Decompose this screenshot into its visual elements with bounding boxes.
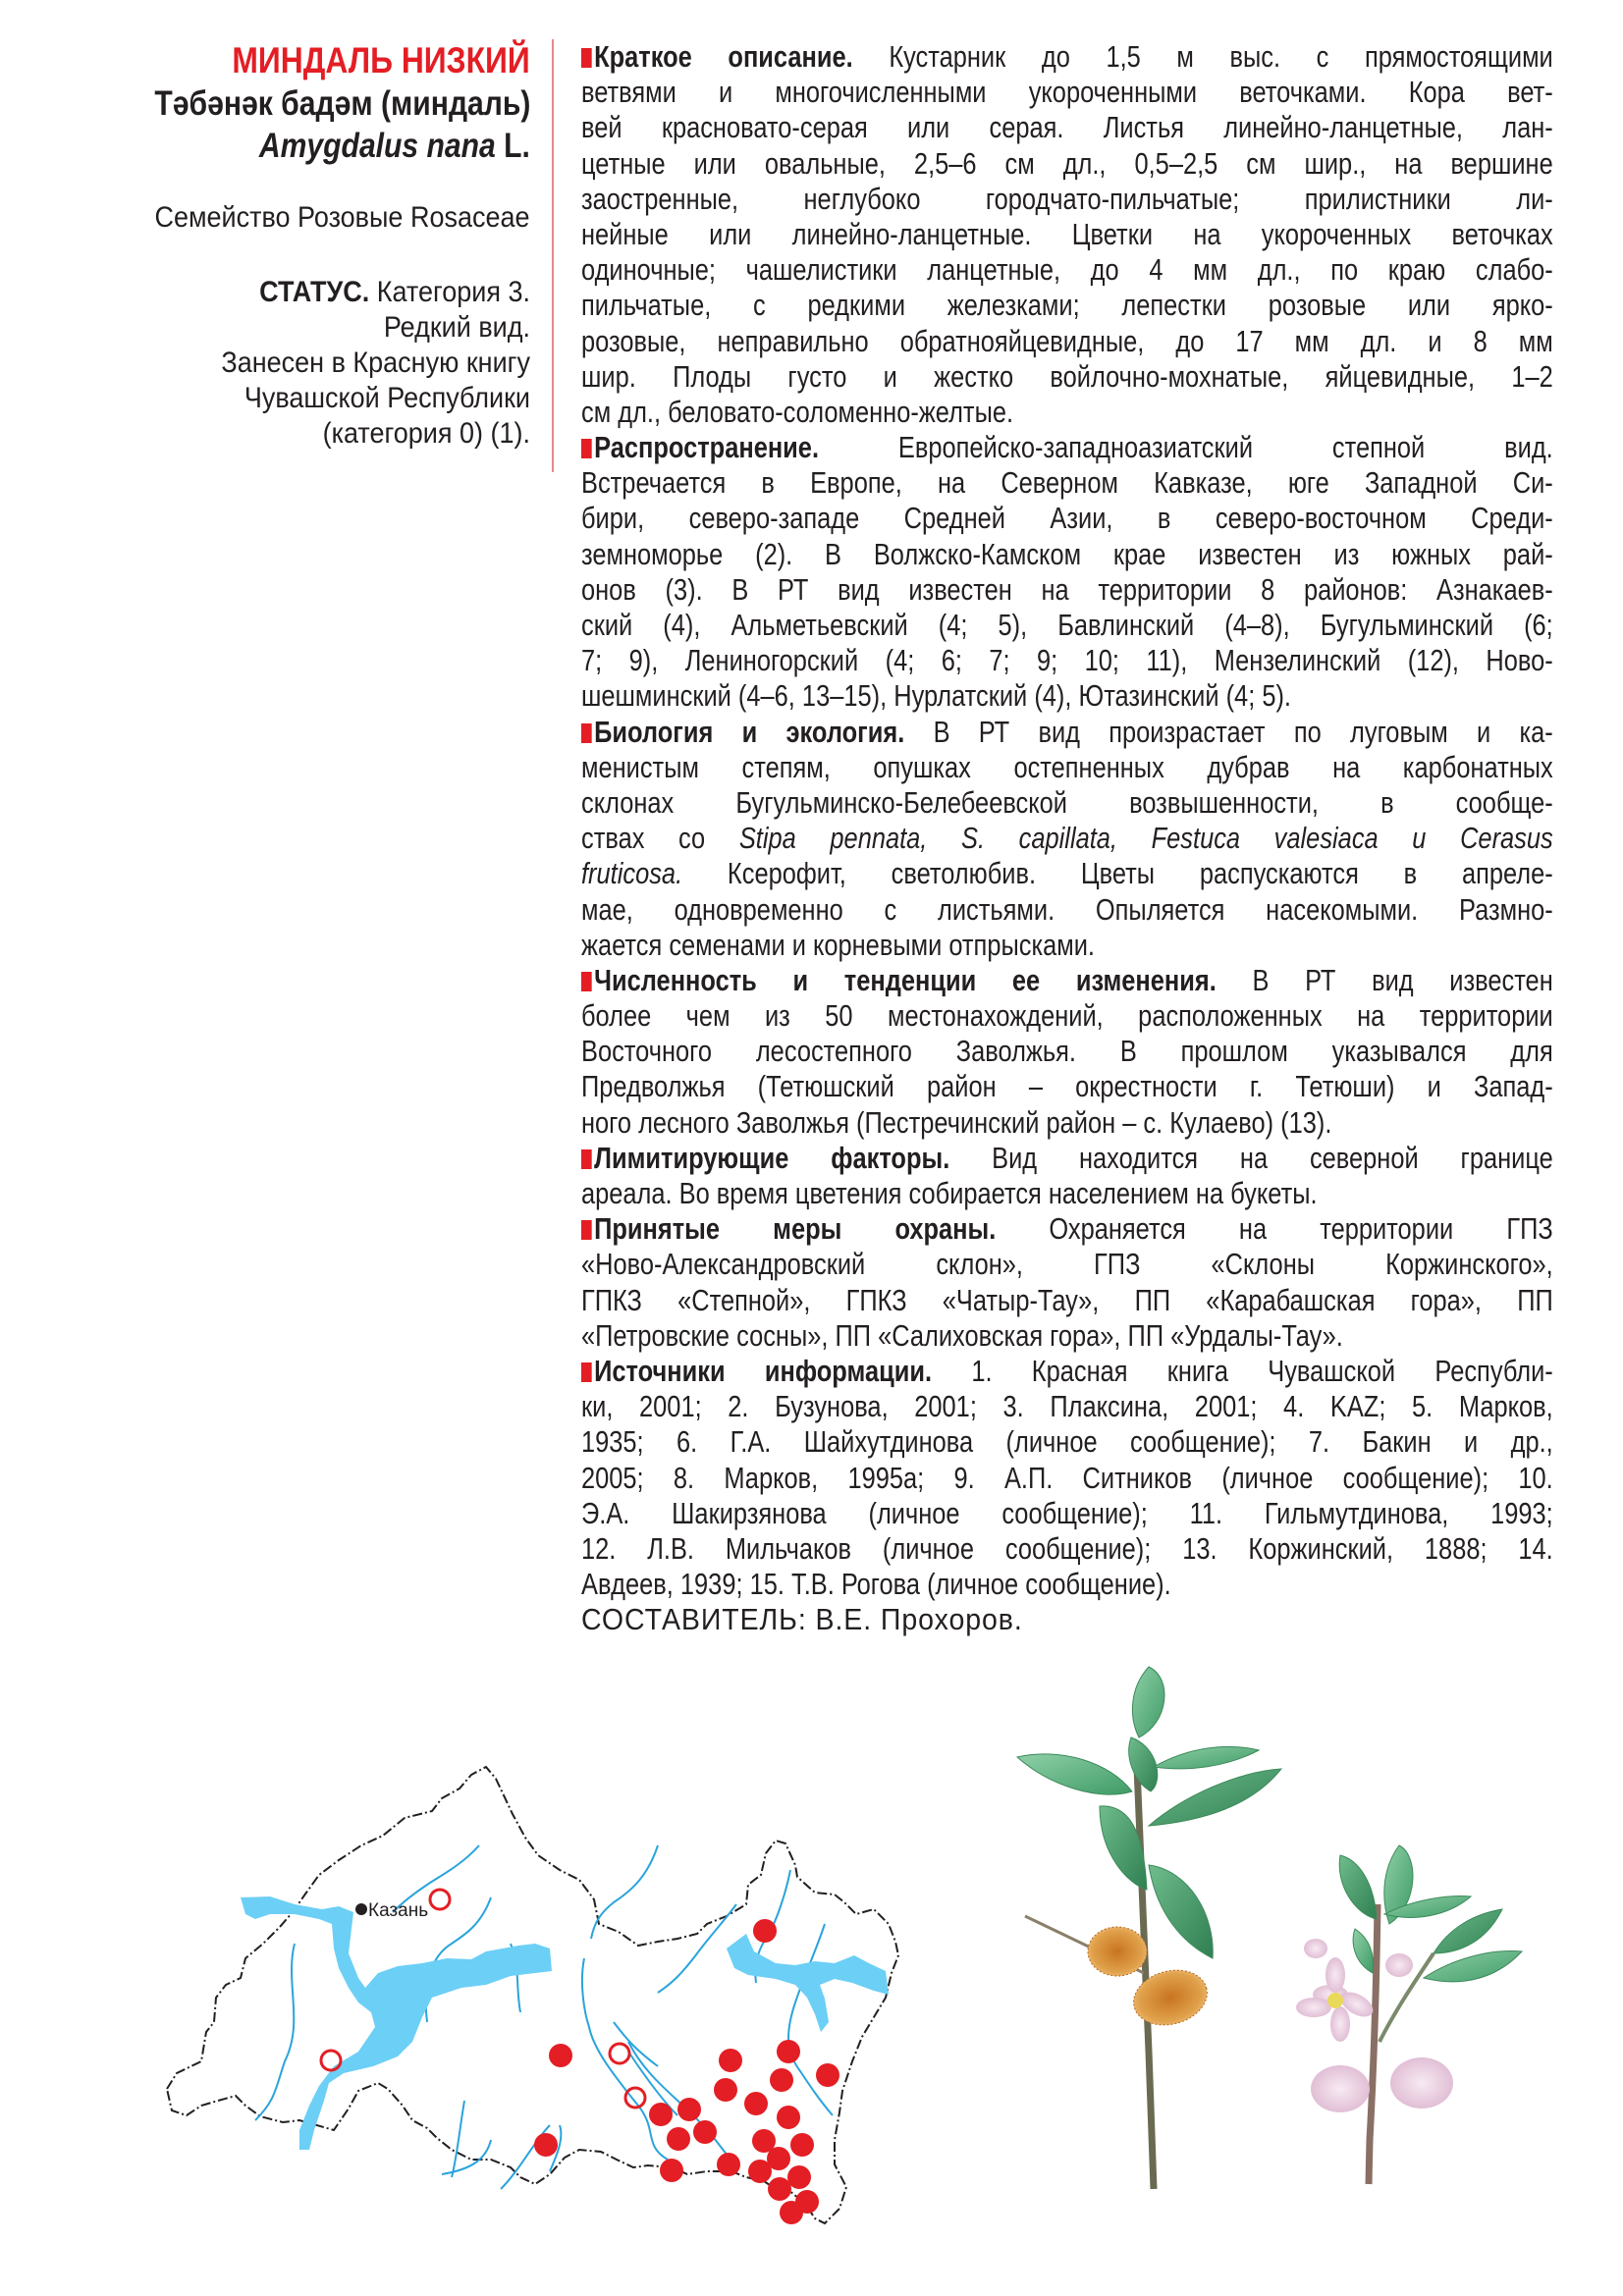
article-line-text xyxy=(581,324,1553,359)
section-heading: Биология и экология. xyxy=(594,714,905,749)
article-line xyxy=(581,430,1553,465)
article-line xyxy=(581,1567,1553,1602)
section-heading: Принятые меры охраны. xyxy=(594,1211,997,1247)
article-line xyxy=(581,501,1553,536)
article-text: Европейско-западноазиатский степной вид. xyxy=(819,430,1553,465)
article-text: Э.А. Шакирзянова (личное сообщение); 11. Гильмутдинова, 1993; xyxy=(581,1495,1553,1530)
article-text: цетные или овальные, 2,5–6 см дл., 0,5–2,5 см шир., на вершине xyxy=(581,145,1553,181)
article-line-text xyxy=(581,678,1553,714)
status-label: СТАТУС. xyxy=(259,276,370,308)
article-line xyxy=(581,608,1553,643)
article-line xyxy=(581,643,1553,678)
article-line xyxy=(581,288,1553,323)
article-line-text xyxy=(581,785,1553,821)
leaf xyxy=(1149,1769,1281,1826)
article-line xyxy=(581,1389,1553,1424)
article-text: 1935; 6. Г.А. Шайхутдинова (личное сообщение); 7. Бакин и др., xyxy=(581,1424,1553,1460)
article-line xyxy=(581,1069,1553,1104)
locality-marker-current xyxy=(787,2165,811,2189)
article-line-text xyxy=(581,1496,1553,1531)
column-divider xyxy=(552,39,554,472)
article-line xyxy=(581,821,1553,856)
article-text: ский (4), Альметьевский (4; 5), Бавлинский (4–8), Бугульминский (6; xyxy=(581,608,1553,642)
article-text: В РТ вид известен xyxy=(1216,962,1553,997)
kazan-city-label: Казань xyxy=(368,1900,429,1921)
article-text: заостренные, неглубоко городчато-пильчатые; прилистники ли- xyxy=(581,181,1553,216)
article-line xyxy=(581,182,1553,217)
section-heading: Краткое описание. xyxy=(594,39,853,74)
article-line xyxy=(581,785,1553,821)
locality-marker-current xyxy=(790,2133,814,2157)
article-text: бири, северо-западе Средней Азии, в северо-восточном Среди- xyxy=(581,501,1553,536)
locality-marker-current xyxy=(770,2068,793,2092)
article-line-text xyxy=(581,146,1553,182)
section-bullet-icon xyxy=(581,1220,592,1240)
compiler-text: СОСТАВИТЕЛЬ: В.Е. Прохоров. xyxy=(581,1602,1023,1637)
article-text: Ксерофит, светолюбив. Цветы распускаются в апреле- xyxy=(682,856,1553,891)
article-line xyxy=(581,110,1553,145)
article-line xyxy=(581,572,1553,608)
article-line-text xyxy=(581,1389,1553,1424)
article-line xyxy=(581,75,1553,110)
article-text: Предволжья (Тетюшский район – окрестности г. Тетюши) и Запад- xyxy=(581,1069,1553,1104)
article-line xyxy=(581,856,1553,891)
article-line-text xyxy=(581,750,1553,785)
article-text: «Ново-Александровский склон», ГПЗ «Склоны Коржинского», xyxy=(581,1247,1553,1282)
article-line-text xyxy=(581,1211,1553,1247)
article-text: шешминский (4–6, 13–15), Нурлатский (4), Ютазинский (4; 5). xyxy=(581,678,1291,714)
leaf xyxy=(1132,1667,1164,1737)
distribution-map xyxy=(147,1728,952,2258)
article-line xyxy=(581,1211,1553,1247)
latin-author: L. xyxy=(504,127,530,165)
flower xyxy=(1296,1957,1378,2042)
locality-marker-historical xyxy=(430,1890,450,1909)
river xyxy=(442,2140,491,2174)
fruit xyxy=(1088,1927,1147,1976)
locality-marker-current xyxy=(748,2160,772,2183)
article-line-text xyxy=(581,1424,1553,1460)
flowering-branch xyxy=(1296,1845,1522,2184)
article-line xyxy=(581,1318,1553,1354)
section-heading: Численность и тенденции ее изменения. xyxy=(594,962,1217,997)
flower-bud xyxy=(1304,1939,1327,1958)
locality-marker-current xyxy=(744,2092,768,2115)
article-text: 1. Красная книга Чувашской Республи- xyxy=(932,1353,1553,1388)
article-text: Встречается в Европе, на Северном Кавказе, юге Западной Си- xyxy=(581,465,1553,501)
status-line: Занесен в Красную книгу xyxy=(221,347,531,379)
article-text: шир. Плоды густо и жестко войлочно-мохнатые, яйцевидные, 1–2 xyxy=(581,358,1553,394)
status-line: (категория 0) (1). xyxy=(322,417,530,450)
section-heading: Источники информации. xyxy=(594,1353,933,1388)
article-line-text xyxy=(581,395,1553,430)
article-line-text xyxy=(581,217,1553,252)
article-line-text xyxy=(581,1034,1553,1069)
article-text: ГПКЗ «Степной», ГПКЗ «Чатыр-Тау», ПП «Карабашская гора», ПП xyxy=(581,1282,1553,1317)
river xyxy=(591,1845,658,1939)
article-text: пильчатые, с редкими железками; лепестки розовые или ярко- xyxy=(581,288,1553,323)
article-text: Вид находится на северной границе xyxy=(949,1140,1553,1175)
reservoir-kuibyshev xyxy=(241,1896,552,2150)
reservoir-nizhnekamsk xyxy=(727,1934,889,2032)
river xyxy=(452,2101,464,2177)
article-line xyxy=(581,146,1553,182)
article-text: одиночные; чашелистики ланцетные, до 4 мм дл., по краю слабо- xyxy=(581,252,1553,288)
section-bullet-icon xyxy=(581,1362,592,1382)
article-line-text xyxy=(581,856,1553,891)
section-heading: Лимитирующие факторы. xyxy=(594,1140,950,1175)
article-line xyxy=(581,1461,1553,1496)
status-line: Редкий вид. xyxy=(383,311,530,344)
species-title-latin xyxy=(259,125,530,167)
status-block xyxy=(39,275,530,452)
article-line xyxy=(581,892,1553,928)
article-line xyxy=(581,324,1553,359)
article-line xyxy=(581,1424,1553,1460)
article-text: ствах со xyxy=(581,821,739,856)
locality-marker-historical xyxy=(321,2051,341,2070)
article-line-text xyxy=(581,643,1553,678)
locality-marker-current xyxy=(768,2177,791,2201)
article-text: более чем из 50 местонахождений, расположенных на территории xyxy=(581,998,1553,1034)
article-line-text xyxy=(581,39,1553,75)
locality-marker-current xyxy=(549,2044,572,2067)
article-line xyxy=(581,928,1553,963)
leaf xyxy=(1149,1865,1213,1958)
family-label: Семейство Розовые Rosaceae xyxy=(154,201,530,234)
article-line xyxy=(581,750,1553,785)
locality-marker-current xyxy=(534,2133,558,2157)
article-line-text xyxy=(581,288,1553,323)
article-line xyxy=(581,1354,1553,1389)
status-line xyxy=(88,275,530,310)
article-line-text xyxy=(581,1247,1553,1282)
article-text: вей красновато-серая или серая. Листья линейно-ланцетные, лан- xyxy=(581,110,1553,145)
species-article xyxy=(581,39,1553,1637)
article-line-text xyxy=(581,252,1553,288)
species-title-tatar: Тәбәнәк бадәм (миндаль) xyxy=(153,84,530,123)
article-line-text xyxy=(581,182,1553,217)
river xyxy=(582,1958,668,2160)
leaf xyxy=(1017,1754,1132,1794)
species-name-italic: fruticosa. xyxy=(581,856,683,891)
leaf xyxy=(1129,1737,1158,1791)
article-text: 2005; 8. Марков, 1995а; 9. А.П. Ситников (личное сообщение); 10. xyxy=(581,1460,1553,1495)
fruiting-branch xyxy=(1017,1667,1281,2189)
article-text: В РТ вид произрастает по луговым и ка- xyxy=(904,714,1553,749)
article-line-text xyxy=(581,1567,1553,1602)
locality-marker-current xyxy=(714,2078,737,2102)
article-line xyxy=(581,1176,1553,1211)
article-line-text xyxy=(581,1283,1553,1318)
article-text: Авдеев, 1939; 15. Т.В. Рогова (личное сообщение). xyxy=(581,1567,1171,1602)
article-line xyxy=(581,1105,1553,1141)
article-line-text xyxy=(581,998,1553,1034)
article-line-text xyxy=(581,608,1553,643)
species-title-russian: МИНДАЛЬ НИЗКИЙ xyxy=(232,40,530,80)
article-line-text xyxy=(581,465,1553,501)
article-line xyxy=(581,1247,1553,1282)
section-heading: Распространение. xyxy=(594,430,820,465)
article-text: «Петровские сосны», ПП «Салиховская гора», ПП «Урдалы-Тау». xyxy=(581,1317,1343,1353)
latin-binomial: Amygdalus nana xyxy=(259,127,496,165)
article-text: 7; 9), Лениногорский (4; 6; 7; 9; 10; 11), Мензелинский (12), Ново- xyxy=(581,643,1553,678)
leaf xyxy=(1424,1950,1522,1981)
petal xyxy=(1296,1998,1331,2017)
article-text: см дл., беловато-соломенно-желтые. xyxy=(581,394,1014,429)
petal xyxy=(1325,1957,1345,1993)
flower xyxy=(1390,2057,1453,2109)
flower-bud xyxy=(1385,1953,1413,1977)
article-text: ветвями и многочисленными укороченными веточками. Кора вет- xyxy=(581,75,1553,110)
article-line-text xyxy=(581,715,1553,750)
article-text: мае, одновременно с листьями. Опыляется насекомыми. Размно- xyxy=(581,891,1553,927)
locality-marker-current xyxy=(693,2120,717,2144)
species-names-italic: Stipa pennata, S. capillata, Festuca valesiaca u Cerasus xyxy=(738,821,1553,856)
section-bullet-icon xyxy=(581,439,592,458)
article-line-text xyxy=(581,963,1553,998)
article-line xyxy=(581,1034,1553,1069)
article-line-text xyxy=(581,430,1553,465)
article-text: Кустарник до 1,5 м выс. с прямостоящими xyxy=(852,39,1553,74)
article-line-text xyxy=(581,1531,1553,1567)
locality-marker-current xyxy=(677,2098,701,2121)
locality-marker-current xyxy=(753,1919,777,1943)
article-line xyxy=(581,39,1553,75)
flower xyxy=(1311,2065,1370,2112)
article-line-text xyxy=(581,1176,1553,1211)
article-line-text xyxy=(581,892,1553,928)
article-text: ного лесного Заволжья (Пестречинский район – с. Кулаево) (13). xyxy=(581,1104,1332,1140)
article-line xyxy=(581,537,1553,572)
article-line-text xyxy=(581,928,1553,963)
article-line-text xyxy=(581,1141,1553,1176)
article-text: розовые, неправильно обратнояйцевидные, до 17 мм дл. и 8 мм xyxy=(581,323,1553,358)
leaf xyxy=(1154,1746,1259,1768)
article-line-text xyxy=(581,572,1553,608)
locality-marker-current xyxy=(649,2103,673,2126)
section-bullet-icon xyxy=(581,723,592,743)
article-line xyxy=(581,252,1553,288)
article-line xyxy=(581,678,1553,714)
article-line-text xyxy=(581,1105,1553,1141)
flower-center xyxy=(1327,1993,1343,2008)
article-line-text xyxy=(581,359,1553,395)
article-line xyxy=(581,1283,1553,1318)
article-line-text xyxy=(581,1318,1553,1354)
kazan-city-dot xyxy=(355,1903,367,1915)
article-line xyxy=(581,217,1553,252)
article-line xyxy=(581,395,1553,430)
locality-marker-current xyxy=(777,2106,800,2129)
locality-marker-current xyxy=(667,2127,690,2151)
article-line xyxy=(581,1141,1553,1176)
article-line-text xyxy=(581,501,1553,536)
article-text: Восточного лесостепного Заволжья. В прошлом указывался для xyxy=(581,1034,1553,1069)
locality-marker-current xyxy=(660,2159,683,2182)
section-bullet-icon xyxy=(581,1149,592,1169)
status-text: Категория 3. xyxy=(376,276,530,308)
article-line xyxy=(581,1496,1553,1531)
article-line xyxy=(581,359,1553,395)
article-text: ки, 2001; 2. Бузунова, 2001; 3. Плаксина, 2001; 4. KAZ; 5. Марков, xyxy=(581,1389,1553,1424)
locality-markers xyxy=(321,1890,839,2224)
section-bullet-icon xyxy=(581,972,592,991)
locality-marker-historical xyxy=(625,2088,645,2108)
article-line-text xyxy=(581,821,1553,856)
locality-marker-current xyxy=(780,2201,803,2224)
article-line xyxy=(581,1531,1553,1567)
article-line-text xyxy=(581,110,1553,145)
article-line-text xyxy=(581,75,1553,110)
article-line-text xyxy=(581,537,1553,572)
article-text: Охраняется на территории ГПЗ xyxy=(996,1211,1553,1247)
plant-illustration xyxy=(1001,1659,1591,2287)
article-line xyxy=(581,465,1553,501)
leaf xyxy=(1339,1855,1377,1919)
locality-marker-current xyxy=(719,2049,742,2072)
article-text: жается семенами и корневыми отпрысками. xyxy=(581,927,1096,962)
article-text: ареала. Во время цветения собирается населением на букеты. xyxy=(581,1176,1318,1210)
species-header xyxy=(39,39,530,452)
status-line: Чувашской Республики xyxy=(243,382,530,414)
article-line xyxy=(581,963,1553,998)
leaf xyxy=(1353,1929,1373,1973)
article-line-text xyxy=(581,1069,1553,1104)
locality-marker-current xyxy=(816,2063,839,2087)
article-line-text xyxy=(581,1354,1553,1389)
article-text: нейные или линейно-ланцетные. Цветки на укороченных веточках xyxy=(581,216,1553,251)
locality-marker-current xyxy=(717,2153,740,2176)
compiler-line xyxy=(581,1602,1553,1637)
article-text: онов (3). В РТ вид известен на территории 8 районов: Азнакаев- xyxy=(581,571,1553,607)
article-line xyxy=(581,998,1553,1034)
article-text: 12. Л.В. Мильчаков (личное сообщение); 13. Коржинский, 1888; 14. xyxy=(581,1530,1553,1566)
article-text: земноморье (2). В Волжско-Камском крае известен из южных рай- xyxy=(581,536,1553,571)
article-line-text xyxy=(581,1461,1553,1496)
section-bullet-icon xyxy=(581,48,592,68)
article-line xyxy=(581,715,1553,750)
river xyxy=(255,1944,295,2120)
locality-marker-current xyxy=(777,2040,800,2063)
leaf xyxy=(1434,1909,1502,1953)
petal xyxy=(1330,2006,1350,2042)
locality-marker-historical xyxy=(610,2044,629,2063)
article-text: склонах Бугульминско-Белебеевской возвышенности, в сообще- xyxy=(581,784,1553,820)
article-text: менистым степям, опушках остепненных дубрав на карбонатных xyxy=(581,749,1553,784)
